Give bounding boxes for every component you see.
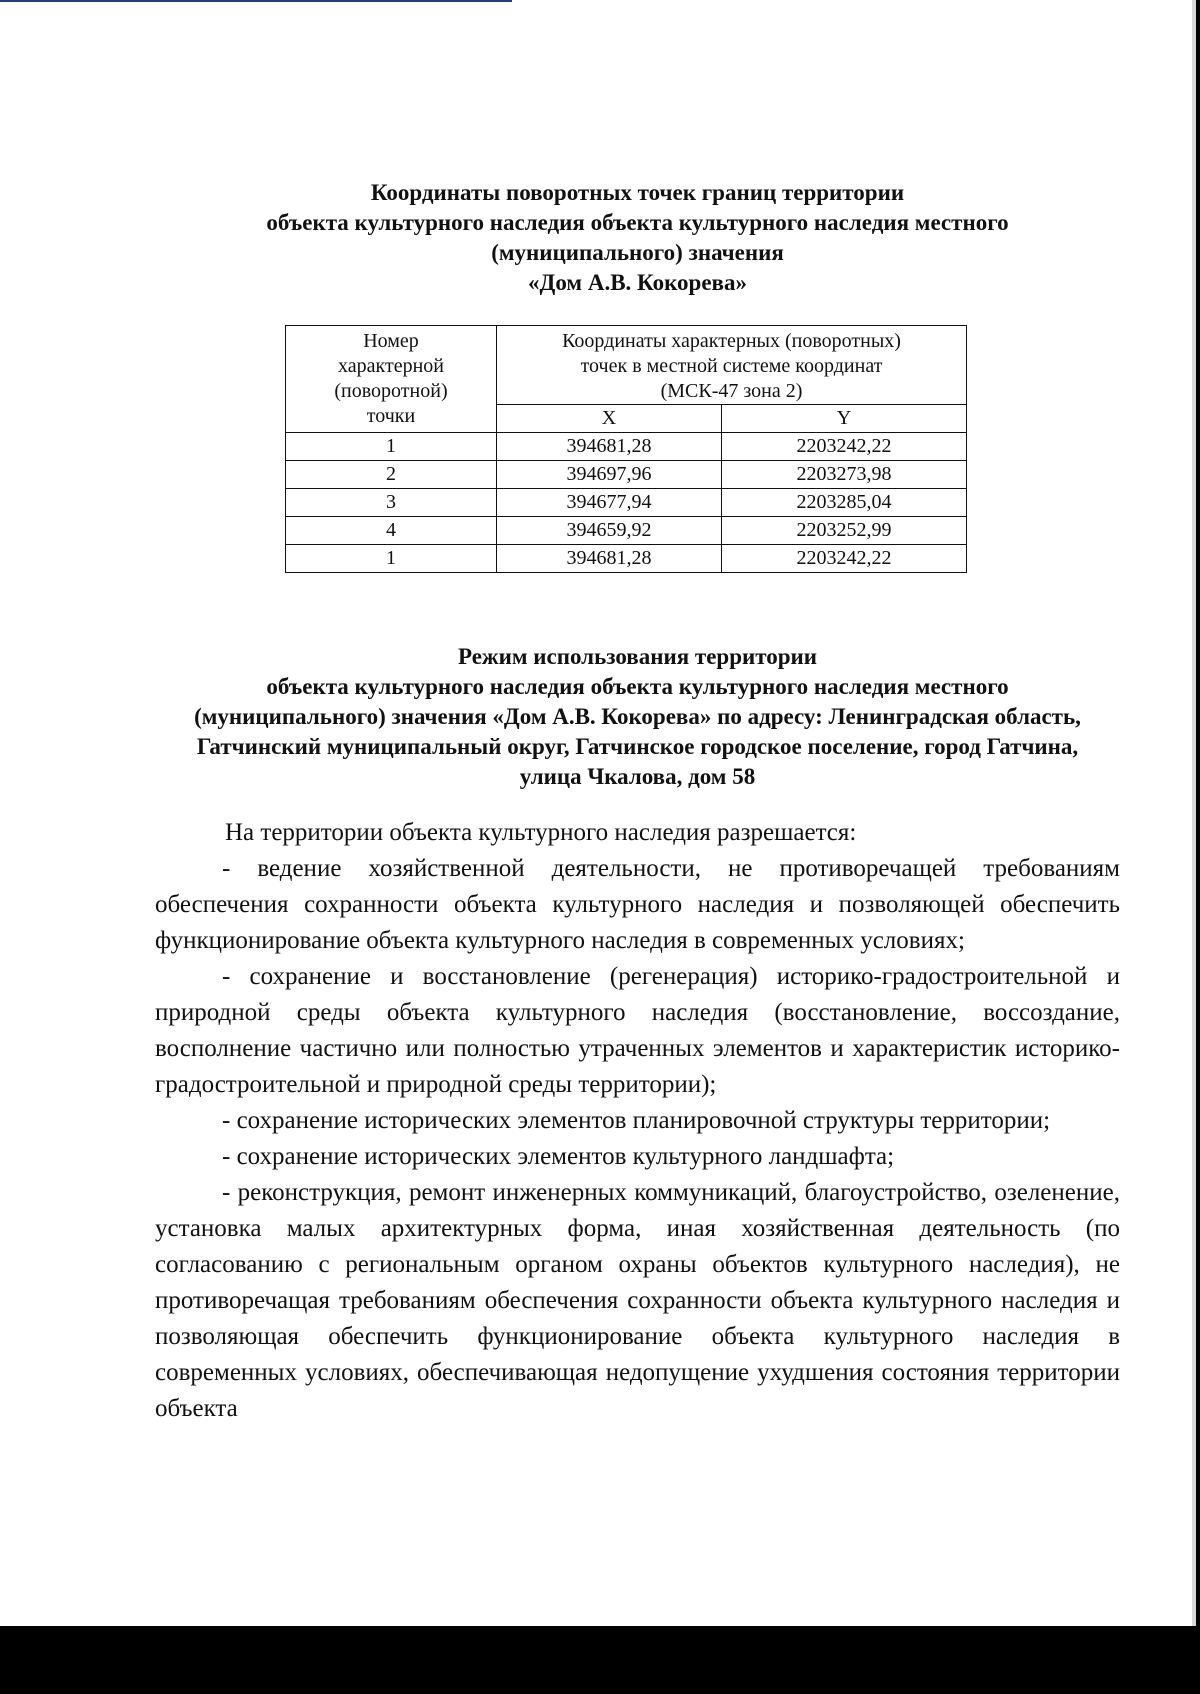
table-row xyxy=(286,545,967,573)
list-item: - ведение хозяйственной деятельности, не противоречащей требованиям обеспечения сохранности объекта культурного наследия и позволяющей обеспечить функционирование объекта культурного наследия в современных условиях; xyxy=(155,855,1120,954)
x-cell: 394681,28 xyxy=(497,545,722,573)
usage-mode-heading xyxy=(120,642,1155,792)
table-header-row xyxy=(286,326,967,405)
coordinates-header xyxy=(497,326,967,405)
y-cell: 2203242,22 xyxy=(722,433,967,461)
mode-heading-line: объекта культурного наследия объекта культурного наследия местного xyxy=(266,674,1009,699)
heading-line: (муниципального) значения xyxy=(491,240,784,265)
point-header-line: характерной xyxy=(338,355,444,377)
mode-heading-line: (муниципального) значения «Дом А.В. Кокорева» по адресу: Ленинградская область, xyxy=(194,704,1081,729)
x-header: X xyxy=(497,405,722,433)
y-cell: 2203242,22 xyxy=(722,545,967,573)
point-cell: 1 xyxy=(286,433,497,461)
list-item: - сохранение исторических элементов планировочной структуры территории; xyxy=(222,1107,1051,1134)
coord-header-line: Координаты характерных (поворотных) xyxy=(562,330,901,352)
lead-paragraph: На территории объекта культурного наследия разрешается: xyxy=(225,819,857,846)
coordinates-heading xyxy=(120,178,1155,298)
y-cell: 2203285,04 xyxy=(722,489,967,517)
list-item: - сохранение исторических элементов культурного ландшафта; xyxy=(222,1143,895,1170)
body-text xyxy=(155,815,1120,1427)
x-cell: 394697,96 xyxy=(497,461,722,489)
point-header-line: точки xyxy=(366,405,416,427)
point-cell: 1 xyxy=(286,545,497,573)
y-cell: 2203273,98 xyxy=(722,461,967,489)
table-row xyxy=(286,517,967,545)
x-cell: 394677,94 xyxy=(497,489,722,517)
point-cell: 4 xyxy=(286,517,497,545)
x-cell: 394659,92 xyxy=(497,517,722,545)
coord-header-line: (МСК-47 зона 2) xyxy=(660,380,803,402)
coord-header-line: точек в местной системе координат xyxy=(580,355,883,377)
mode-heading-line: Режим использования территории xyxy=(457,644,818,669)
table-row xyxy=(286,489,967,517)
scan-artifact-edge xyxy=(1192,0,1196,1626)
y-header: Y xyxy=(722,405,967,433)
heading-line: объекта культурного наследия объекта культурного наследия местного xyxy=(266,210,1009,235)
point-header-line: Номер xyxy=(363,330,419,352)
coordinates-table xyxy=(285,325,967,573)
point-cell: 3 xyxy=(286,489,497,517)
heading-line: Координаты поворотных точек границ территории xyxy=(370,180,905,205)
table-row xyxy=(286,461,967,489)
list-item: - сохранение и восстановление (регенерация) историко-градостроительной и природной среды объекта культурного наследия (восстановление, воссоздание, восполнение частично или полностью утраченных элементов и характеристик историко-градостроительной и природной среды территории); xyxy=(155,963,1120,1098)
list-item: - реконструкция, ремонт инженерных коммуникаций, благоустройство, озеленение, установка малых архитектурных форма, иная хозяйственная деятельность (по согласованию с региональным органом охраны объектов культурного наследия), не противоречащая требованиям обеспечения сохранности объекта культурного наследия и позволяющая обеспечить функционирование объекта культурного наследия в современных условиях, обеспечивающая недопущение ухудшения состояния территории объекта xyxy=(155,1179,1120,1422)
x-cell: 394681,28 xyxy=(497,433,722,461)
scan-artifact-line xyxy=(0,0,512,2)
table-row xyxy=(286,433,967,461)
heading-line: «Дом А.В. Кокорева» xyxy=(528,270,747,295)
point-header-line: (поворотной) xyxy=(334,380,448,402)
point-cell: 2 xyxy=(286,461,497,489)
mode-heading-line: Гатчинский муниципальный округ, Гатчинское городское поселение, город Гатчина, xyxy=(196,734,1079,759)
point-number-header xyxy=(286,326,497,433)
y-cell: 2203252,99 xyxy=(722,517,967,545)
mode-heading-line: улица Чкалова, дом 58 xyxy=(519,764,756,789)
